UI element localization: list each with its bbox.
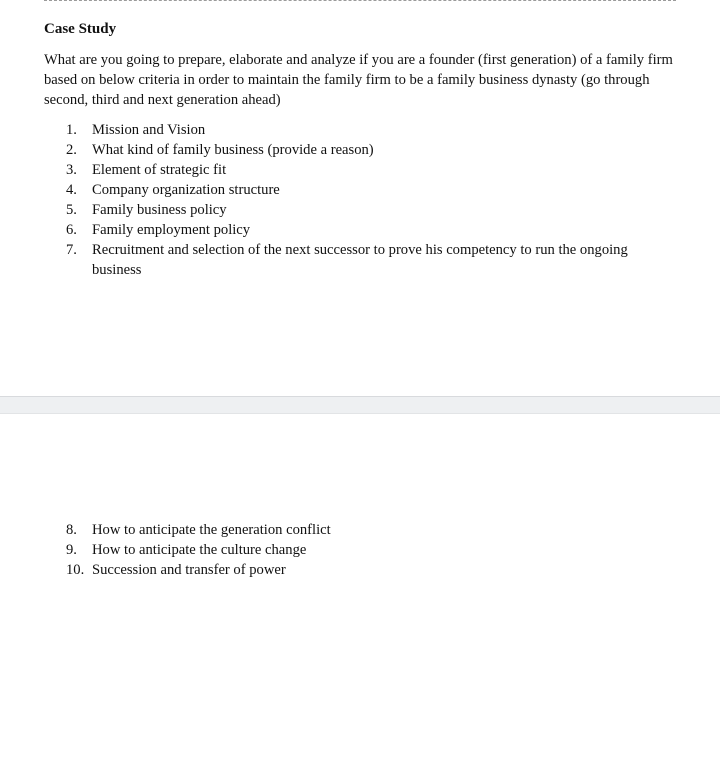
list-item-text: Family business policy <box>92 202 227 218</box>
list-item-text: How to anticipate the culture change <box>92 542 307 558</box>
list-item-number: 5. <box>66 202 77 218</box>
list-item-number: 10. <box>66 562 85 578</box>
case-study-title: Case Study <box>44 21 117 37</box>
list-item-number: 7. <box>66 242 77 258</box>
page-break-gap <box>0 396 720 414</box>
case-study-intro: What are you going to prepare, elaborate and analyze if you are a founder (first generation) of a family firm based on below criteria in order to maintain the family firm to be a family business dynasty (go through second, third and next generation ahead) <box>44 52 673 108</box>
list-item <box>0 560 652 580</box>
list-item-text: What kind of family business (provide a reason) <box>92 142 374 158</box>
document-page-2 <box>0 414 720 768</box>
list-item-text: Company organization structure <box>92 182 280 198</box>
list-item-text: Family employment policy <box>92 222 251 238</box>
list-item-number: 3. <box>66 162 77 178</box>
list-item <box>0 160 652 180</box>
list-item-text: Succession and transfer of power <box>92 562 286 578</box>
list-item <box>0 200 652 220</box>
list-item-text: Element of strategic fit <box>92 162 227 178</box>
list-item-number: 8. <box>66 522 77 538</box>
list-item <box>0 120 652 140</box>
list-item-text: How to anticipate the generation conflict <box>92 522 331 538</box>
list-item <box>0 520 652 540</box>
list-item <box>0 540 652 560</box>
list-item-number: 9. <box>66 542 77 558</box>
list-item-number: 6. <box>66 222 77 238</box>
list-item-number: 4. <box>66 182 77 198</box>
list-item <box>0 220 652 240</box>
list-item <box>0 180 652 200</box>
list-item-number: 2. <box>66 142 77 158</box>
list-item <box>0 140 652 160</box>
list-item-text: Recruitment and selection of the next successor to prove his competency to run the ongoing business <box>92 242 628 278</box>
criteria-list-page-1 <box>0 120 652 280</box>
list-item-text: Mission and Vision <box>92 122 206 138</box>
criteria-list-page-2 <box>0 520 652 580</box>
list-item <box>0 240 652 280</box>
page-top-divider <box>44 0 676 1</box>
list-item-number: 1. <box>66 122 77 138</box>
